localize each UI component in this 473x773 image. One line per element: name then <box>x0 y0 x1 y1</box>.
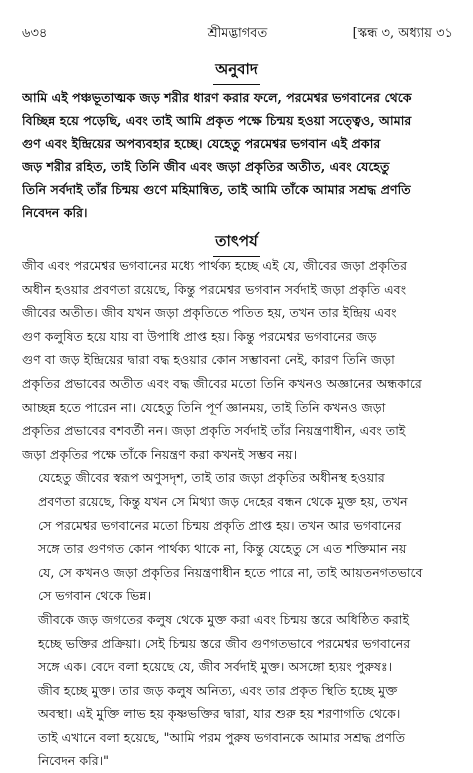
purport-line: প্রকৃতির প্রভাবের অতীত এবং বদ্ধ জীবের মতো তিনি কখনও অজ্ঞানের অন্ধকারে <box>22 375 422 391</box>
purport-line: গুণ বা জড় ইন্দ্রিয়ের দ্বারা বদ্ধ হওয়ার কোন সম্ভাবনা নেই, কারণ তিনি জড়া <box>22 352 395 368</box>
purport-paragraph <box>22 608 453 773</box>
purport-line: নিবেদন করি।" <box>38 753 109 769</box>
purport-line: হচ্ছে ভক্তির প্রক্রিয়া। সেই চিন্ময় স্তরে জীব গুণগতভাবে পরমেশ্বর ভগবানের <box>38 635 411 651</box>
purport-line: প্রবণতা রয়েছে, কিন্তু যখন সে মিথ্যা জড় দেহের বন্ধন থেকে মুক্ত হয়, তখন <box>38 493 408 509</box>
canto-chapter-reference: [স্কন্ধ ৩, অধ্যায় ৩১ <box>352 26 453 41</box>
translation-line: বিচ্ছিন্ন হয়ে পড়েছি, এবং তাই আমি প্রকৃত পক্ষে চিন্ময় হওয়া সত্ত্বেও, আমার <box>22 113 412 129</box>
translation-line: জড় শরীর রহিত, তাই তিনি জীব এবং জড়া প্রকৃতির অতীত, এবং যেহেতু <box>22 159 390 175</box>
purport-line: জীব হচ্ছে মুক্ত। তার জড় কলুষ অনিত্য, এবং তার প্রকৃত স্থিতি হচ্ছে মুক্ত <box>38 682 398 698</box>
page-header <box>22 24 453 44</box>
purport-line: তাই এখানে বলা হয়েছে, "আমি পরম পুরুষ ভগবানকে আমার সশ্রদ্ধ প্রণতি <box>38 729 406 745</box>
purport-line: জীবকে জড় জগতের কলুষ থেকে মুক্ত করা এবং চিন্ময় স্তরে অধিষ্ঠিত করাই <box>38 611 410 627</box>
purport-line: সে পরমেশ্বর ভগবানের মতো চিন্ময় প্রকৃতি প্রাপ্ত হয়। তখন আর ভগবানের <box>38 517 402 533</box>
running-title: শ্রীমদ্ভাগবত <box>207 26 268 41</box>
purport-paragraph <box>22 254 453 466</box>
purport-line: আচ্ছন্ন হতে পারেন না। যেহেতু তিনি পূর্ণ জ্ঞানময়, তাই তিনি কখনও জড়া <box>22 399 386 415</box>
purport-line: গুণ কলুষিত হয়ে যায় বা উপাধি প্রাপ্ত হয়। কিন্তু পরমেশ্বর ভগবানের জড় <box>22 328 377 344</box>
page-number: ৬৩৪ <box>22 26 48 41</box>
purport-heading: তাৎপর্য <box>0 230 473 257</box>
purport-line: অধীন হওয়ার প্রবণতা রয়েছে, কিন্তু পরমেশ্বর ভগবান সর্বদাই জড়া প্রকৃতি এবং <box>22 281 407 297</box>
purport-line: জীবের অতীত। জীব যখন জড়া প্রকৃতিতে পতিত হয়, তখন তার ইন্দ্রিয় এবং <box>22 305 397 321</box>
purport-text <box>22 254 453 773</box>
translation-line: তিনি সর্বদাই তাঁর চিন্ময় গুণে মহিমান্বিত, তাই আমি তাঁকে আমার সশ্রদ্ধ প্রণতি <box>22 182 411 198</box>
translation-line: নিবেদন করি। <box>22 205 88 221</box>
purport-line: সে ভগবান থেকে ভিন্ন। <box>38 588 152 604</box>
translation-heading: অনুবাদ <box>0 58 473 85</box>
translation-line: গুণ এবং ইন্দ্রিয়ের অপব্যবহার হচ্ছে। যেহেতু পরমেশ্বর ভগবান এই প্রকার <box>22 136 381 152</box>
purport-line: যেহেতু জীবের স্বরূপ অণুসদৃশ, তাই তার জড়া প্রকৃতির অধীনস্থ হওয়ার <box>38 470 385 486</box>
purport-line: সঙ্গে তার গুণগত কোন পার্থক্য থাকে না, কিন্তু যেহেতু সে এত শক্তিমান নয় <box>38 541 407 557</box>
translation-text <box>22 86 453 225</box>
purport-line: সঙ্গে এক। বেদে বলা হয়েছে যে, জীব সর্বদাই মুক্ত। অসঙ্গো হ্যয়ং পুরুষঃ। <box>38 659 393 675</box>
purport-line: জীব এবং পরমেশ্বর ভগবানের মধ্যে পার্থক্য হচ্ছে এই যে, জীবের জড়া প্রকৃতির <box>22 258 408 273</box>
purport-line: অবস্থা। এই মুক্তি লাভ হয় কৃষ্ণভক্তির দ্বারা, যার শুরু হয় শরণাগতি থেকে। <box>38 706 401 722</box>
purport-line: যে, সে কখনও জড়া প্রকৃতির নিয়ন্ত্রণাধীন হতে পারে না, তাই আয়তনগতভাবে <box>38 564 423 580</box>
purport-line: প্রকৃতির প্রভাবের বশবর্তী নন। জড়া প্রকৃতি সর্বদাই তাঁর নিয়ন্ত্রণাধীন, এবং তাই <box>22 423 406 439</box>
purport-paragraph <box>22 466 453 608</box>
purport-line: জড়া প্রকৃতির পক্ষে তাঁকে নিয়ন্ত্রণ করা কখনই সম্ভব নয়। <box>22 446 298 462</box>
translation-line: আমি এই পঞ্চভূতাত্মক জড় শরীর ধারণ করার ফলে, পরমেশ্বর ভগবানের থেকে <box>22 90 412 105</box>
